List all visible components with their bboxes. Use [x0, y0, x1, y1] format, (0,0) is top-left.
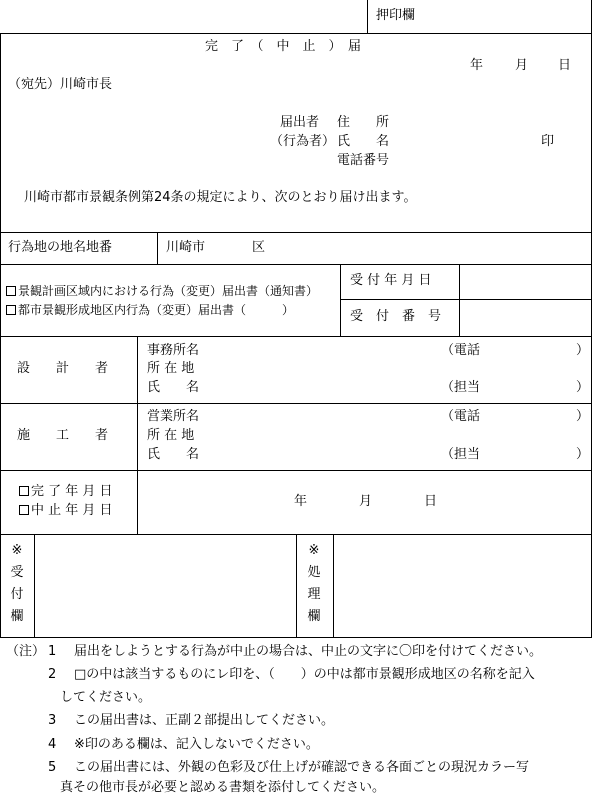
note-number: 5: [48, 760, 57, 775]
received-date-label: 受 付 年 月 日: [350, 273, 432, 288]
designer-label: 設 計 者: [17, 361, 109, 376]
applicant-label: 届出者: [280, 115, 320, 130]
designer-address-label: 所 在 地: [147, 361, 195, 376]
completion-year-label: 年: [294, 494, 308, 509]
divider: [340, 264, 341, 336]
completion-day-label: 日: [424, 494, 438, 509]
statement-text: 川崎市都市景観条例第24条の規定により、次のとおり届け出ます。: [24, 190, 417, 205]
urban-landscape-label: 都市景観形成地区内行為（変更）届出書（ ）: [18, 303, 295, 317]
divider: [333, 534, 334, 638]
applicant-address-label: 住 所: [337, 115, 390, 130]
option-landscape-plan[interactable]: [6, 283, 318, 299]
notes-prefix: （注）: [6, 644, 46, 659]
note-number: 3: [48, 713, 57, 728]
divider: [137, 470, 138, 534]
processing-char: 処: [307, 565, 321, 580]
note-text-continued: 真その他市長が必要と認める書類を添付してください。: [60, 780, 386, 795]
contractor-address-label: 所 在 地: [147, 428, 195, 443]
stop-checkbox[interactable]: [19, 505, 29, 515]
option-stop-date[interactable]: [19, 503, 113, 519]
processing-column-label: [306, 540, 322, 628]
date-day-label: 日: [558, 58, 572, 73]
contractor-label: 施 工 者: [17, 428, 109, 443]
applicant-phone-label: 電話番号: [337, 153, 390, 168]
contractor-contact-label: （担当: [441, 447, 481, 462]
designer-name-label: 氏 名: [147, 380, 200, 395]
option-complete-date[interactable]: [19, 484, 113, 500]
addressee: （宛先）川崎市長: [8, 77, 113, 92]
urban-landscape-checkbox[interactable]: [6, 305, 16, 315]
note-text: この届出書は、正副２部提出してください。: [74, 713, 335, 728]
designer-contact-label: （担当: [441, 380, 481, 395]
note-text: この届出書には、外観の色彩及び仕上げが確認できる各面ごとの現況カラー写: [74, 760, 530, 775]
processing-char: 理: [307, 587, 321, 602]
divider: [296, 534, 297, 638]
processing-char: 欄: [307, 609, 321, 624]
date-month-label: 月: [515, 58, 529, 73]
completion-month-label: 月: [359, 494, 373, 509]
reception-mark: ※: [11, 543, 23, 558]
divider: [34, 534, 35, 638]
designer-phone-label: （電話: [441, 343, 481, 358]
divider: [0, 232, 592, 233]
received-number-field[interactable]: [460, 300, 591, 335]
applicant-sub-label: （行為者）: [270, 134, 336, 149]
date-year-label: 年: [470, 58, 484, 73]
location-label: 行為地の地名地番: [8, 240, 113, 255]
received-date-field[interactable]: [460, 265, 591, 298]
contractor-phone-close: ）: [576, 409, 590, 424]
reception-column-label: [9, 540, 25, 628]
divider: [0, 470, 592, 471]
contractor-contact-close: ）: [576, 447, 590, 462]
note-number: 1: [48, 644, 57, 659]
landscape-plan-checkbox[interactable]: [6, 286, 16, 296]
contractor-office-label: 営業所名: [147, 409, 200, 424]
note-number: 4: [48, 737, 57, 752]
applicant-name-label: 氏 名: [337, 134, 390, 149]
note-text: 届出をしようとする行為が中止の場合は、中止の文字に〇印を付けてください。: [74, 644, 543, 659]
contractor-name-label: 氏 名: [147, 447, 200, 462]
designer-phone-close: ）: [576, 343, 590, 358]
landscape-plan-label: 景観計画区域内における行為（変更）届出書（通知書）: [18, 284, 319, 298]
seal-mark: 印: [541, 134, 555, 149]
reception-char: 受: [10, 565, 24, 580]
note-number: 2: [48, 667, 57, 682]
note-text-continued: してください。: [60, 690, 152, 705]
divider: [0, 403, 592, 404]
processing-mark: ※: [308, 543, 320, 558]
reception-char: 付: [10, 587, 24, 602]
divider: [0, 336, 592, 337]
complete-date-label: 完 了 年 月 日: [31, 484, 113, 499]
seal-box-label: 押印欄: [376, 8, 416, 23]
complete-checkbox[interactable]: [19, 486, 29, 496]
divider: [157, 232, 158, 264]
designer-contact-close: ）: [576, 380, 590, 395]
contractor-phone-label: （電話: [441, 409, 481, 424]
location-city[interactable]: 川崎市: [166, 240, 206, 255]
form-title: 完 了 （ 中 止 ） 届: [205, 39, 362, 54]
reception-char: 欄: [10, 609, 24, 624]
designer-office-label: 事務所名: [147, 343, 200, 358]
option-urban-landscape[interactable]: [6, 302, 294, 318]
note-text: □の中は該当するものにレ印を、（ ）の中は都市景観形成地区の名称を記入: [74, 667, 535, 682]
received-number-label: 受 付 番 号: [350, 309, 442, 324]
location-ward[interactable]: 区: [252, 240, 266, 255]
note-text: ※印のある欄は、記入しないでください。: [74, 737, 319, 752]
stop-date-label: 中 止 年 月 日: [31, 503, 113, 518]
